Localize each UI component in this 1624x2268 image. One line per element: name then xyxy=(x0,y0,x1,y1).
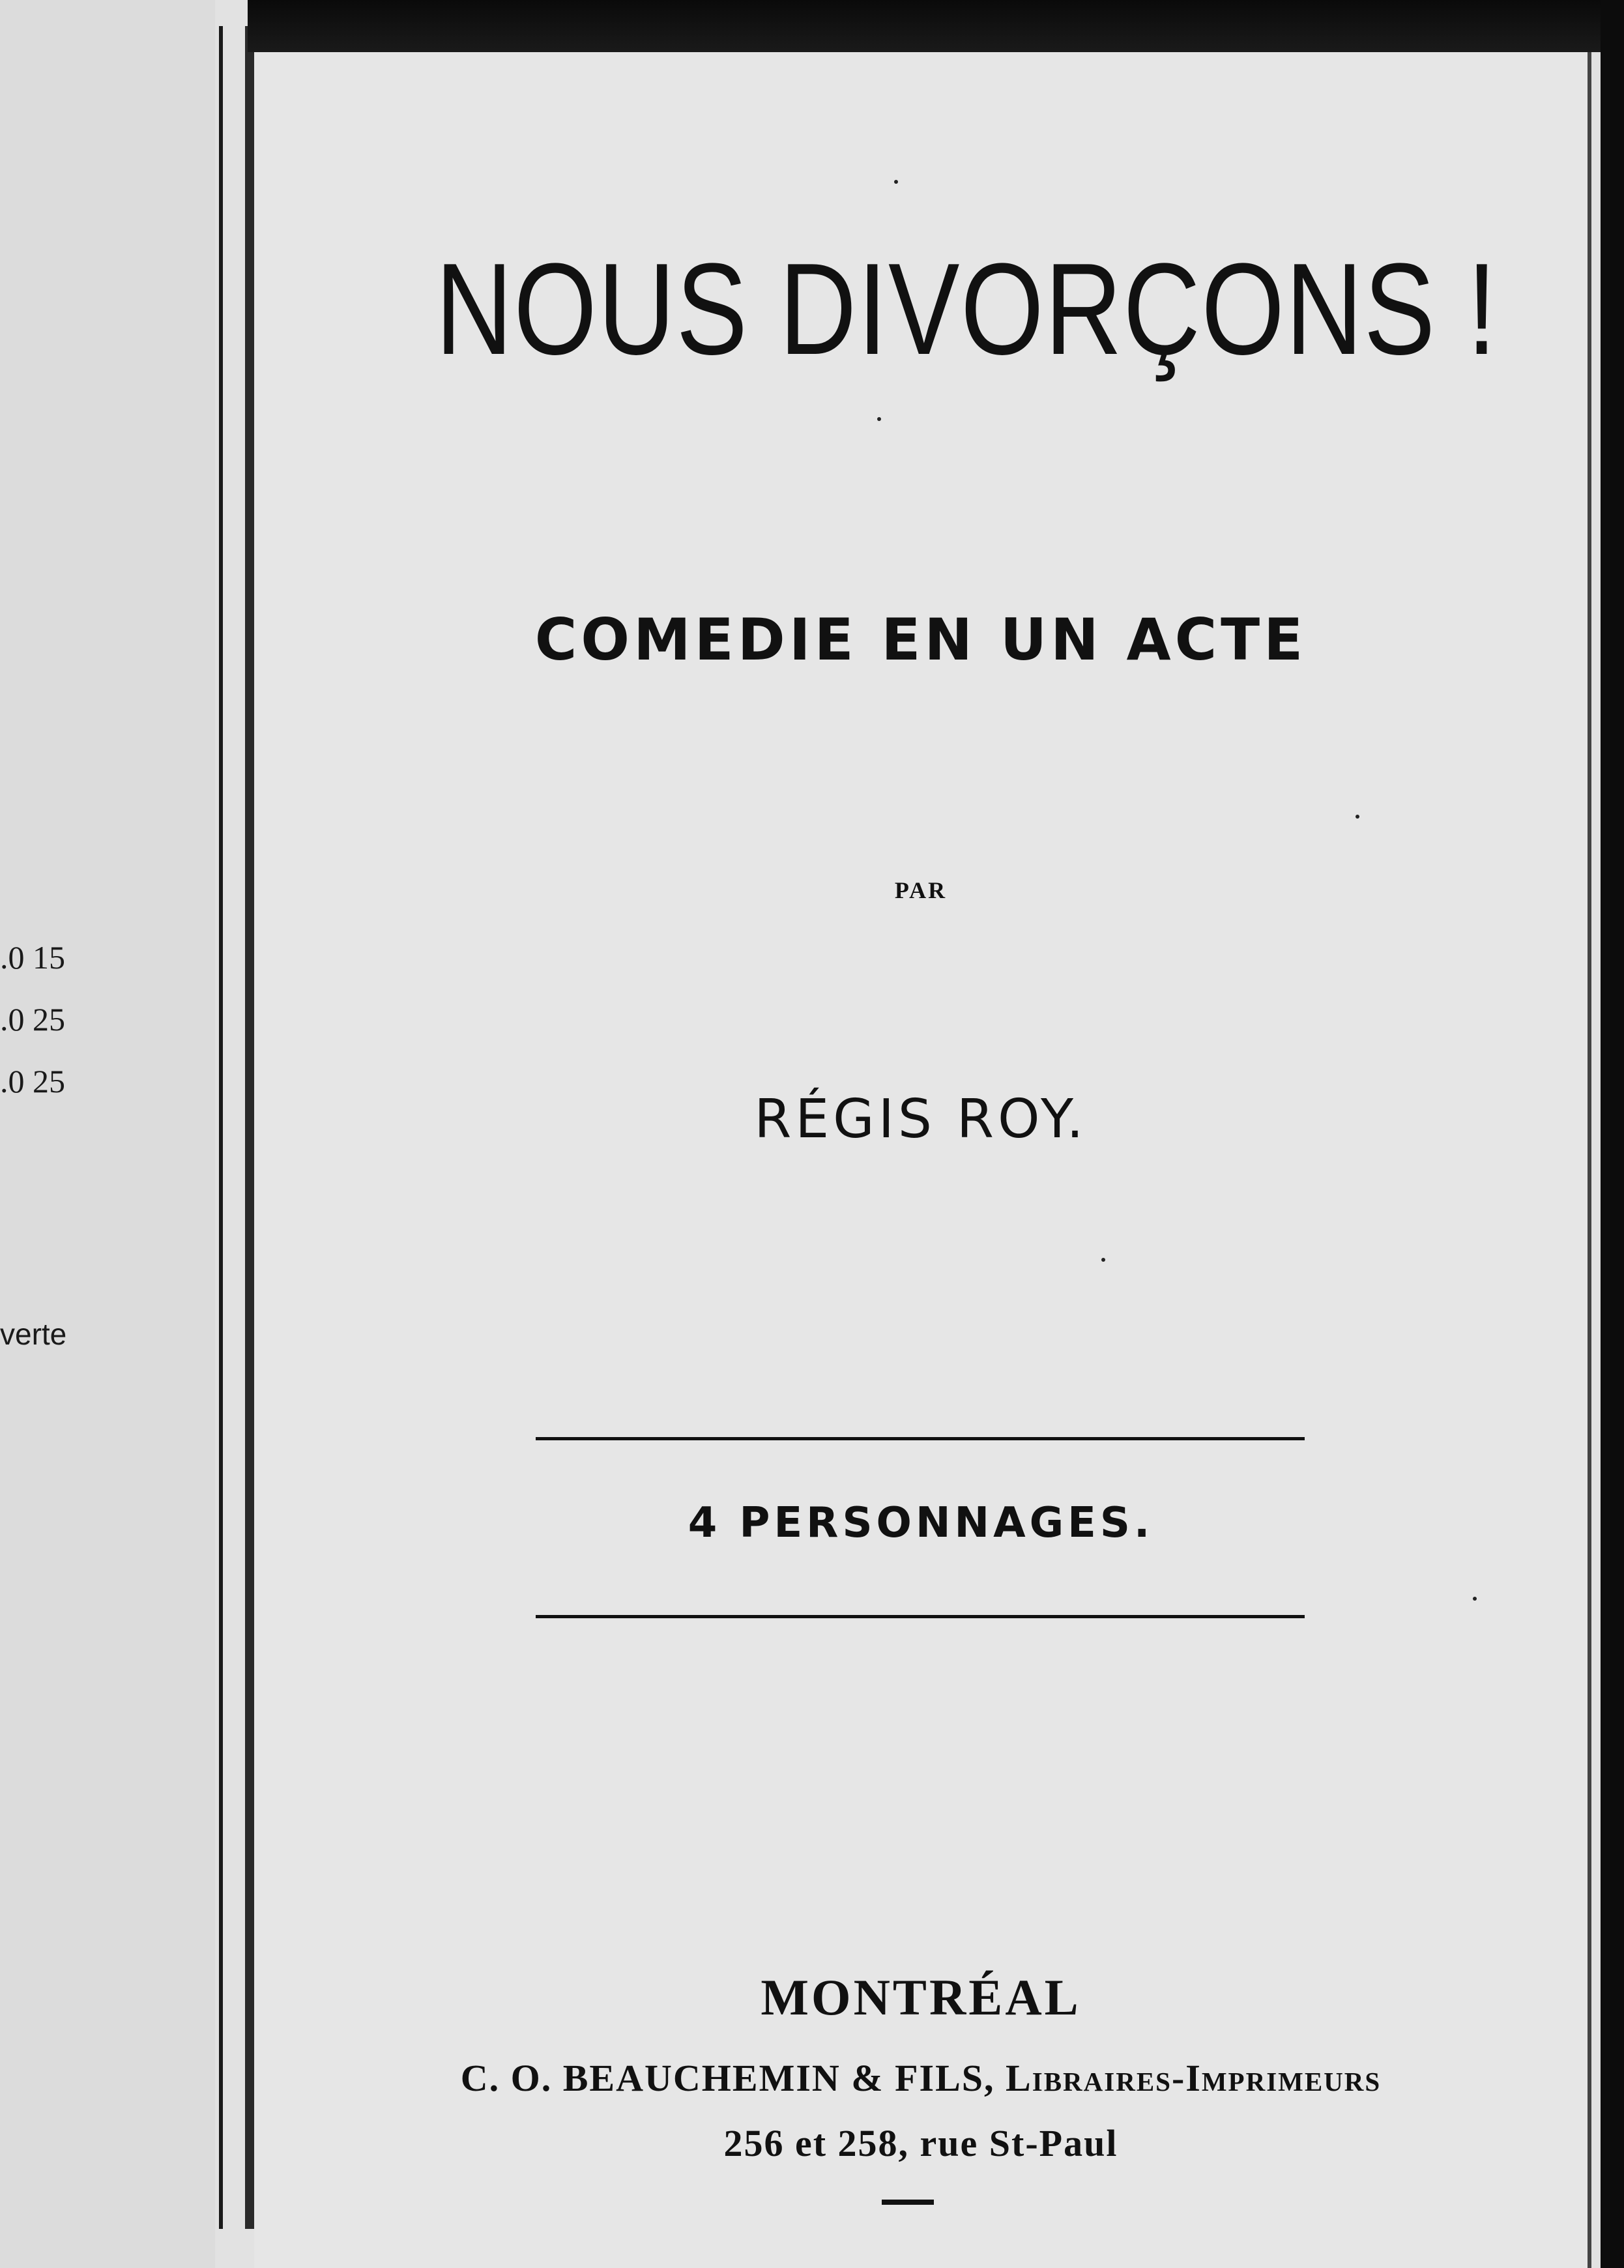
scan-border-top xyxy=(248,0,1624,52)
binding-gutter-line xyxy=(245,26,254,2229)
scan-speck xyxy=(894,180,898,184)
author-name: RÉGIS ROY. xyxy=(754,1088,1088,1150)
binding-gutter-line xyxy=(219,26,223,2229)
price-line: .0 25 xyxy=(0,1063,65,1099)
book-subtitle: COMEDIE EN UN ACTE xyxy=(534,606,1307,673)
publisher-line xyxy=(254,2056,1588,2100)
publisher-trade: Libraires-Imprimeurs xyxy=(1006,2057,1382,2099)
publisher-address: 256 et 258, rue St-Paul xyxy=(723,2122,1118,2164)
publication-city: MONTRÉAL xyxy=(761,1969,1081,2026)
price-line: .0 25 xyxy=(0,1001,65,1038)
book-title: NOUS DIVORÇONS ! xyxy=(435,237,1498,382)
title-page xyxy=(254,52,1588,2268)
divider-rule xyxy=(536,1615,1305,1618)
price-line: .0 15 xyxy=(0,939,65,976)
publisher-name: C. O. BEAUCHEMIN & FILS, xyxy=(460,2057,995,2099)
page-turn-fragment: verte xyxy=(0,1317,67,1351)
character-count: 4 PERSONNAGES. xyxy=(688,1499,1154,1547)
scan-border-right xyxy=(1601,0,1624,2268)
by-line: PAR xyxy=(894,877,948,903)
divider-rule xyxy=(536,1437,1305,1440)
previous-page-edge xyxy=(0,0,215,2268)
scan-speck xyxy=(877,417,881,421)
scan-speck xyxy=(1473,1597,1477,1601)
scan-speck xyxy=(1101,1258,1105,1262)
scan-speck xyxy=(1356,815,1359,819)
page-edge-line xyxy=(1588,52,1591,2268)
closing-dash xyxy=(882,2200,934,2205)
